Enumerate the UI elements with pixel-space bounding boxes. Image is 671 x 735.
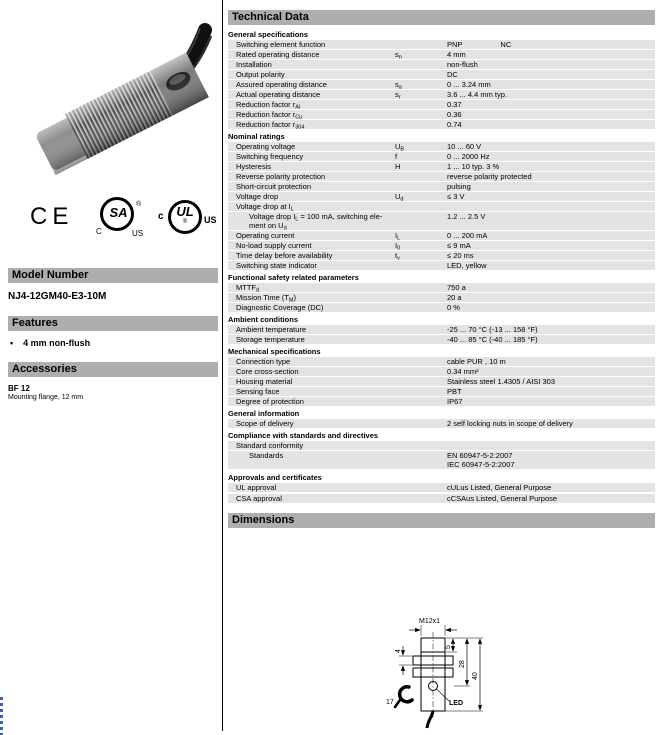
spec-symbol: $I_0$ bbox=[395, 241, 401, 252]
spec-label: Ambient temperature bbox=[236, 325, 307, 334]
accessories-heading: Accessories bbox=[8, 362, 218, 377]
spec-row bbox=[228, 231, 655, 240]
thread-size-label: M12x1 bbox=[419, 618, 441, 625]
spec-value: ≤ 9 mA bbox=[447, 241, 471, 250]
spec-symbol bbox=[395, 367, 447, 376]
spec-label: Reverse polarity protection bbox=[236, 172, 326, 181]
rotated-edge-text-fragment bbox=[0, 697, 3, 735]
spec-row bbox=[228, 419, 655, 428]
spec-label: Actual operating distance bbox=[236, 90, 321, 99]
spec-row bbox=[228, 483, 655, 492]
spec-symbol bbox=[395, 387, 447, 396]
spec-value: 1 ... 10 typ. 3 % bbox=[447, 162, 500, 171]
csa-registered-symbol: ® bbox=[136, 201, 142, 208]
spec-row bbox=[228, 142, 655, 151]
accessory-name: BF 12 bbox=[8, 384, 30, 393]
spec-symbol: $I_L$ bbox=[395, 231, 401, 242]
spec-label: Scope of delivery bbox=[236, 419, 294, 428]
spec-row bbox=[228, 494, 655, 503]
ul-registered-symbol: ® bbox=[182, 219, 188, 225]
dim-17-label: 17 bbox=[386, 699, 394, 706]
product-photo bbox=[8, 16, 216, 188]
sensor-body bbox=[33, 53, 209, 176]
spec-row bbox=[228, 451, 655, 469]
spec-symbol bbox=[395, 120, 447, 129]
spec-symbol: $s_a$ bbox=[395, 80, 402, 91]
spec-symbol bbox=[395, 293, 447, 302]
spec-row bbox=[228, 182, 655, 191]
spec-row bbox=[228, 441, 655, 450]
section-title: General specifications bbox=[228, 28, 655, 40]
technical-data-heading: Technical Data bbox=[228, 10, 655, 25]
spec-row bbox=[228, 293, 655, 302]
spec-value bbox=[447, 441, 655, 450]
spec-symbol bbox=[395, 397, 447, 406]
dimension-drawing bbox=[383, 608, 505, 732]
spec-label: Mission Time $(T_M)$ bbox=[236, 293, 297, 304]
spec-value: DC bbox=[447, 70, 458, 79]
spec-label: No-load supply current bbox=[236, 241, 312, 250]
spec-symbol bbox=[395, 377, 447, 386]
certification-marks bbox=[8, 195, 218, 241]
dim-4-label: 4 bbox=[395, 649, 402, 653]
spec-label: Operating voltage bbox=[236, 142, 296, 151]
spec-value: 10 ... 60 V bbox=[447, 142, 482, 151]
spec-value: IP67 bbox=[447, 397, 463, 406]
spec-label: Switching element function bbox=[236, 40, 326, 49]
spec-row bbox=[228, 60, 655, 69]
spec-label: UL approval bbox=[236, 483, 277, 492]
led-label: LED bbox=[449, 700, 463, 707]
spec-label: Degree of protection bbox=[236, 397, 304, 406]
csa-mark-icon bbox=[100, 197, 134, 231]
spec-symbol bbox=[395, 357, 447, 366]
csa-mark-label: SA bbox=[109, 204, 128, 220]
spec-value: 2 self locking nuts in scope of delivery bbox=[447, 419, 573, 428]
spec-symbol bbox=[395, 483, 447, 492]
spec-value: 750 a bbox=[447, 283, 466, 292]
spec-value: 0 ... 200 mA bbox=[447, 231, 488, 240]
spec-symbol: $U_B$ bbox=[395, 142, 405, 153]
spec-row bbox=[228, 241, 655, 250]
spec-symbol bbox=[395, 202, 447, 211]
spec-value: LED, yellow bbox=[447, 261, 487, 270]
spec-label: Diagnostic Coverage (DC) bbox=[236, 303, 324, 312]
spec-row bbox=[228, 325, 655, 334]
spec-value: ≤ 3 V bbox=[447, 192, 465, 201]
spec-label: Housing material bbox=[236, 377, 293, 386]
spec-row bbox=[228, 80, 655, 89]
spec-symbol bbox=[395, 335, 447, 344]
spec-symbol: f bbox=[395, 152, 398, 161]
spec-label: Switching state indicator bbox=[236, 261, 317, 270]
spec-value: 4 mm bbox=[447, 50, 466, 59]
section-title: Compliance with standards and directives bbox=[228, 429, 655, 441]
spec-label: Rated operating distance bbox=[236, 50, 320, 59]
spec-row bbox=[228, 377, 655, 386]
spec-row bbox=[228, 335, 655, 344]
spec-row bbox=[228, 212, 655, 230]
spec-symbol: H bbox=[395, 162, 401, 171]
spec-label: Reduction factor $r_{Cu}$ bbox=[236, 110, 303, 121]
spec-value: 0 ... 3.24 mm bbox=[447, 80, 491, 89]
spec-label: CSA approval bbox=[236, 494, 282, 503]
spec-row bbox=[228, 100, 655, 109]
spec-row bbox=[228, 283, 655, 292]
spec-symbol bbox=[395, 40, 447, 49]
dim-28-label: 28 bbox=[459, 660, 466, 668]
ul-mark-icon bbox=[168, 200, 202, 234]
spec-row bbox=[228, 172, 655, 181]
spec-value: cable PUR , 10 m bbox=[447, 357, 506, 366]
spec-label: Voltage drop at $I_L$ bbox=[236, 202, 294, 213]
dimensions-heading: Dimensions bbox=[228, 513, 655, 528]
spec-symbol bbox=[395, 60, 447, 69]
spec-label: Reduction factor $r_{304}$ bbox=[236, 120, 305, 131]
spec-symbol: $s_n$ bbox=[395, 50, 402, 61]
spec-value: 0.74 bbox=[447, 120, 462, 129]
spec-value bbox=[447, 202, 655, 211]
spec-symbol bbox=[395, 100, 447, 109]
spec-label: $MTTF_d$ bbox=[236, 283, 260, 294]
spec-row bbox=[228, 90, 655, 99]
spec-row bbox=[228, 192, 655, 201]
features-heading: Features bbox=[8, 316, 218, 331]
spec-symbol bbox=[395, 494, 447, 503]
spec-label: Assured operating distance bbox=[236, 80, 327, 89]
spec-row bbox=[228, 120, 655, 129]
spec-label: Storage temperature bbox=[236, 335, 305, 344]
spec-label: Voltage drop $I_L = 100$ mA, switching ele- ment on $U_d$ bbox=[249, 212, 383, 232]
spec-label: Connection type bbox=[236, 357, 291, 366]
dim-40-label: 40 bbox=[472, 672, 479, 680]
spec-value: PBT bbox=[447, 387, 462, 396]
spec-symbol bbox=[395, 441, 447, 450]
spec-value: PNP NC bbox=[447, 40, 512, 49]
spec-value: non-flush bbox=[447, 60, 478, 69]
spec-value: cCSAus Listed, General Purpose bbox=[447, 494, 558, 503]
spec-value: 0.34 mm² bbox=[447, 367, 479, 376]
spec-symbol bbox=[395, 70, 447, 79]
dim-5-label: 5 bbox=[445, 645, 452, 649]
spec-label: Short-circuit protection bbox=[236, 182, 312, 191]
spec-label: Core cross-section bbox=[236, 367, 299, 376]
spec-value: EN 60947-5-2:2007 IEC 60947-5-2:2007 bbox=[447, 451, 515, 469]
spec-row bbox=[228, 162, 655, 171]
model-number-value: NJ4-12GM40-E3-10M bbox=[8, 291, 107, 302]
spec-value: 3.6 ... 4.4 mm typ. bbox=[447, 90, 508, 99]
model-number-heading: Model Number bbox=[8, 268, 218, 283]
section-title: General information bbox=[228, 407, 655, 419]
accessory-description: Mounting flange, 12 mm bbox=[8, 394, 84, 401]
spec-value: -40 ... 85 °C (-40 ... 185 °F) bbox=[447, 335, 538, 344]
wrench-icon bbox=[395, 687, 412, 707]
spec-row bbox=[228, 70, 655, 79]
feature-item: • 4 mm non-flush bbox=[10, 338, 91, 348]
csa-c-label: C bbox=[96, 227, 102, 236]
spec-value: 20 a bbox=[447, 293, 462, 302]
spec-label: Switching frequency bbox=[236, 152, 304, 161]
section-title: Functional safety related parameters bbox=[228, 271, 655, 283]
spec-symbol: $s_r$ bbox=[395, 90, 401, 101]
technical-data-table bbox=[228, 28, 655, 503]
spec-symbol bbox=[395, 172, 447, 181]
spec-symbol: $t_v$ bbox=[395, 251, 400, 262]
spec-label: Standard conformity bbox=[236, 441, 304, 450]
spec-label: Output polarity bbox=[236, 70, 285, 79]
spec-value: 0.37 bbox=[447, 100, 462, 109]
spec-value: reverse polarity protected bbox=[447, 172, 532, 181]
spec-symbol bbox=[395, 419, 447, 428]
ul-mark-label: UL ® bbox=[176, 204, 194, 225]
spec-label: Voltage drop bbox=[236, 192, 279, 201]
spec-row bbox=[228, 40, 655, 49]
ce-mark: CE bbox=[30, 203, 74, 230]
spec-value: pulsing bbox=[447, 182, 471, 191]
spec-value: 0.36 bbox=[447, 110, 462, 119]
csa-us-label: US bbox=[132, 229, 144, 238]
ul-us-suffix: US bbox=[204, 215, 217, 225]
spec-row bbox=[228, 110, 655, 119]
section-title: Ambient conditions bbox=[228, 313, 655, 325]
spec-row bbox=[228, 152, 655, 161]
spec-row bbox=[228, 251, 655, 260]
spec-label: Operating current bbox=[236, 231, 295, 240]
spec-row bbox=[228, 303, 655, 312]
section-title: Mechanical specifications bbox=[228, 345, 655, 357]
spec-symbol bbox=[395, 451, 447, 469]
spec-row bbox=[228, 202, 655, 211]
spec-symbol bbox=[395, 261, 447, 270]
spec-value: 1.2 ... 2.5 V bbox=[447, 212, 486, 221]
spec-value: 0 ... 2000 Hz bbox=[447, 152, 490, 161]
spec-value: -25 ... 70 °C (-13 ... 158 °F) bbox=[447, 325, 538, 334]
spec-value: ≤ 20 ms bbox=[447, 251, 474, 260]
spec-label: Reduction factor $r_{Al}$ bbox=[236, 100, 301, 111]
technical-data-section bbox=[228, 10, 655, 505]
section-title: Nominal ratings bbox=[228, 130, 655, 142]
spec-row bbox=[228, 397, 655, 406]
spec-label: Hysteresis bbox=[236, 162, 272, 171]
column-divider bbox=[222, 0, 223, 731]
spec-symbol bbox=[395, 283, 447, 292]
spec-value: cULus Listed, General Purpose bbox=[447, 483, 552, 492]
spec-label: Standards bbox=[249, 451, 284, 460]
spec-symbol bbox=[395, 303, 447, 312]
spec-label: Time delay before availability bbox=[236, 251, 333, 260]
spec-row bbox=[228, 261, 655, 270]
spec-symbol bbox=[395, 325, 447, 334]
spec-symbol bbox=[395, 182, 447, 191]
spec-value: Stainless steel 1.4305 / AISI 303 bbox=[447, 377, 555, 386]
ul-c-prefix: c bbox=[158, 211, 164, 222]
spec-row bbox=[228, 387, 655, 396]
spec-row bbox=[228, 357, 655, 366]
spec-value: 0 % bbox=[447, 303, 460, 312]
spec-symbol bbox=[395, 110, 447, 119]
section-title: Approvals and certificates bbox=[228, 471, 655, 483]
spec-label: Installation bbox=[236, 60, 272, 69]
spec-label: Sensing face bbox=[236, 387, 280, 396]
spec-row bbox=[228, 50, 655, 59]
bullet-icon: • bbox=[10, 338, 14, 348]
spec-row bbox=[228, 367, 655, 376]
spec-symbol: $U_d$ bbox=[395, 192, 404, 203]
spec-symbol bbox=[395, 212, 447, 230]
